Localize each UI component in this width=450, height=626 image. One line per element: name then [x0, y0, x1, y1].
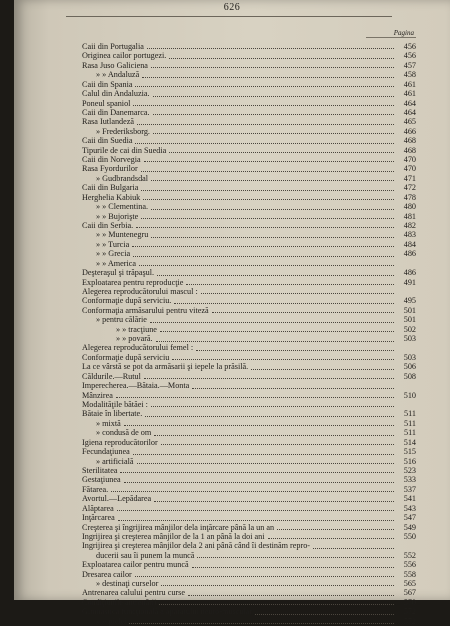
toc-entry-title: » artificială [96, 456, 134, 466]
toc-entry-page: 478 [403, 192, 416, 202]
toc-entry-page: 503 [403, 352, 416, 362]
toc-entry-title: » » Turcia [96, 239, 130, 249]
toc-entry-title: » » Bujorişte [96, 211, 139, 221]
toc-entry-title: La ce vârstă se pot da armăsarii şi iepele la prăsilă. [82, 362, 249, 372]
toc-entry-page: 458 [403, 70, 416, 80]
toc-entry-page: 567 [403, 588, 416, 598]
toc-entry-page: 508 [403, 371, 416, 381]
toc-entry-title: Bătaie în libertate. [82, 409, 143, 419]
toc-entry-title: Ingrijirea şi creşterea mânjilor dela 2 ani până când îi destinăm repro- [82, 541, 311, 551]
toc-entry-page: 565 [403, 579, 416, 589]
toc-entry-page: 472 [403, 183, 416, 193]
toc-entry-page: 495 [403, 296, 416, 306]
toc-entry-page: 470 [403, 155, 416, 165]
toc-entry-page: 470 [403, 164, 416, 174]
toc-entry-page: 465 [403, 117, 416, 127]
toc-entry-title: Exploatarea pentru reproducţie [82, 277, 184, 287]
toc-entry-page: 461 [403, 79, 416, 89]
header-rule [66, 16, 392, 17]
toc-entry-title: Poneul spaniol [82, 98, 131, 108]
toc-entry-title: » pentru călărie [96, 315, 147, 325]
toc-entry-title: » Frederiksborg. [96, 126, 150, 136]
toc-entry-title: Gestaţiunea [82, 475, 121, 485]
toc-entry-page: 552 [403, 550, 416, 560]
toc-entry-page: 486 [403, 268, 416, 278]
toc-entry-title: » Gudbrandsdal [96, 173, 149, 183]
toc-entry-page: 506 [403, 362, 416, 372]
toc-entry-title: Caii din Serbia. [82, 221, 134, 230]
toc-entry-title: Originea cailor portugezi. [82, 51, 167, 61]
toc-entry-page: 556 [403, 560, 416, 570]
toc-entry-title: Conformaţie după serviciu [82, 352, 170, 362]
toc-entry-page: 503 [403, 334, 416, 344]
toc-entry-title: Alăptarea [82, 503, 114, 513]
toc-entry-title: Antrenarea calului pentru curse [82, 588, 185, 598]
toc-entry-title: Caii din Danemarca. [82, 107, 150, 117]
toc-entry-title: Caii din Bulgaria [82, 183, 139, 193]
toc-entry-title: » mixtă [96, 418, 121, 428]
toc-entry-page: 483 [403, 230, 416, 240]
toc-entry-title: » » America [96, 258, 137, 268]
toc-entry-title: Calul din Andaluzia. [82, 89, 150, 99]
toc-entry-title: Caii din Norvegia [82, 155, 141, 165]
toc-entry-title: Caii din Suedia [82, 136, 133, 146]
toc-entry-page: 572 [403, 616, 416, 626]
toc-entry-page: 550 [403, 531, 416, 541]
toc-entry-page: 464 [403, 107, 416, 117]
toc-entry-page: 543 [403, 503, 416, 513]
toc-entry-page: 523 [403, 465, 416, 475]
toc-entry-title: Deşteraşul şi trăpaşul. [82, 268, 155, 278]
toc-entry-page: 468 [403, 145, 416, 155]
toc-entry-title: » » Andaluză [96, 70, 140, 80]
toc-entry-title: Căldurile.—Rutul [82, 371, 141, 381]
toc-entry [82, 617, 416, 626]
toc-entry-page: 572 [403, 607, 416, 617]
toc-entry-title: Imperecherea.—Bătaia.—Monta [82, 381, 190, 391]
toc-entry-page: 491 [403, 277, 416, 287]
toc-entry-title: » » pielei [96, 616, 127, 626]
toc-entry-page: 533 [403, 475, 416, 485]
toc-entry-title: Modalităţile bătăei : [82, 400, 148, 410]
toc-entry-page: 558 [403, 569, 416, 579]
toc-entry-page: 549 [403, 522, 416, 532]
toc-entry-title: Dresarea cailor [82, 569, 132, 579]
toc-entry-page: 468 [403, 136, 416, 146]
toc-entry-page: 481 [403, 211, 416, 221]
toc-entry-title: Fecundaţiunea [82, 447, 130, 457]
toc-entry-title: » » povară. [116, 334, 153, 344]
toc-entry-title: Tipurile de cai din Suedia [82, 145, 167, 155]
toc-entry-title: » » Muntenegru [96, 230, 149, 240]
toc-entry-title: Sterilitatea [82, 465, 118, 475]
table-of-contents [82, 42, 416, 626]
toc-entry-title: Rasa Iutlandeză [82, 117, 135, 127]
toc-entry-page: 511 [404, 418, 416, 428]
toc-entry-page: 501 [403, 305, 416, 315]
book-page [14, 0, 450, 626]
toc-entry-page: 482 [403, 221, 416, 230]
toc-entry-title: Conformaţie după serviciu. [82, 296, 172, 306]
toc-entry-title: » » tracţiune [116, 324, 157, 334]
toc-entry-page: 464 [403, 98, 416, 108]
toc-entry-page: 484 [403, 239, 416, 249]
toc-entry-title: Caii din Spania [82, 79, 133, 89]
page-column-header: Pagina [393, 29, 414, 37]
toc-entry-page: 456 [403, 51, 416, 61]
toc-entry-title: Avortul.—Lepădarea [82, 494, 152, 504]
toc-entry-title: Rasa Fyordurilor [82, 164, 138, 174]
toc-entry-title: » condusă de om [96, 428, 152, 438]
toc-entry-page: 516 [403, 456, 416, 466]
toc-entry-page: 547 [403, 513, 416, 523]
toc-entry-page: 511 [404, 428, 416, 438]
toc-entry-page: 471 [403, 173, 416, 183]
toc-entry-title: Caii din Portugalia [82, 41, 144, 51]
toc-entry-page: 541 [403, 494, 416, 504]
toc-entry-title: » » Grecia [96, 249, 131, 259]
toc-entry-title: Ingrijirea şi creşterea mânjilor de la 1 an până la doi ani [82, 531, 265, 541]
toc-entry-page: 511 [404, 409, 416, 419]
toc-entry-page: 456 [403, 41, 416, 51]
toc-entry-title: Conformaţia armăsarului pentru viteză [82, 305, 209, 315]
toc-entry-title: Igiena reproducătorilor [82, 437, 158, 447]
toc-entry-title: Alegerea reproducătorului femel : [82, 343, 194, 353]
column-header-rule [366, 37, 416, 38]
toc-entry-title: Mânzirea [82, 390, 113, 400]
toc-entry-title: Condiţiunile antrenării [82, 597, 157, 607]
toc-entry-title: » destinaţi curselor [96, 579, 159, 589]
toc-entry-title: ducerii sau îi punem la muncă [96, 550, 195, 560]
toc-entry-page: 486 [403, 249, 416, 259]
toc-entry-title: Alegerea reproducătorului mascul : [82, 286, 198, 296]
toc-entry-title: Exploatarea cailor pentru muncă [82, 560, 189, 570]
toc-entry-page: 510 [403, 390, 416, 400]
toc-entry-page: 457 [403, 60, 416, 70]
toc-entry-page: 514 [403, 437, 416, 447]
toc-entry-page: 537 [403, 484, 416, 494]
page-number: 626 [223, 2, 241, 13]
toc-entry-page: 480 [403, 202, 416, 212]
toc-entry-page: 461 [403, 89, 416, 99]
toc-entry-title: Herghelia Kabiuk [82, 192, 141, 202]
toc-entry-title: Inţărcarea [82, 513, 115, 523]
toc-entry-title: Gimnastica funcţională a aparatului neuro-muscular [82, 607, 253, 617]
toc-entry-page: 501 [403, 315, 416, 325]
toc-entry-page: 466 [403, 126, 416, 136]
toc-entry-page: 502 [403, 324, 416, 334]
toc-entry-title: » » Clementina. [96, 202, 149, 212]
toc-entry-title: Fătarea. [82, 484, 109, 494]
dot-leader [129, 614, 394, 624]
toc-entry-title: Rasa Juso Galiciena [82, 60, 148, 70]
toc-entry-title: Creşterea şi îngrijirea mânjilor dela inţărcare până la un an [82, 522, 275, 532]
toc-entry-page: 515 [403, 447, 416, 457]
toc-entry-page: 570 [403, 597, 416, 607]
